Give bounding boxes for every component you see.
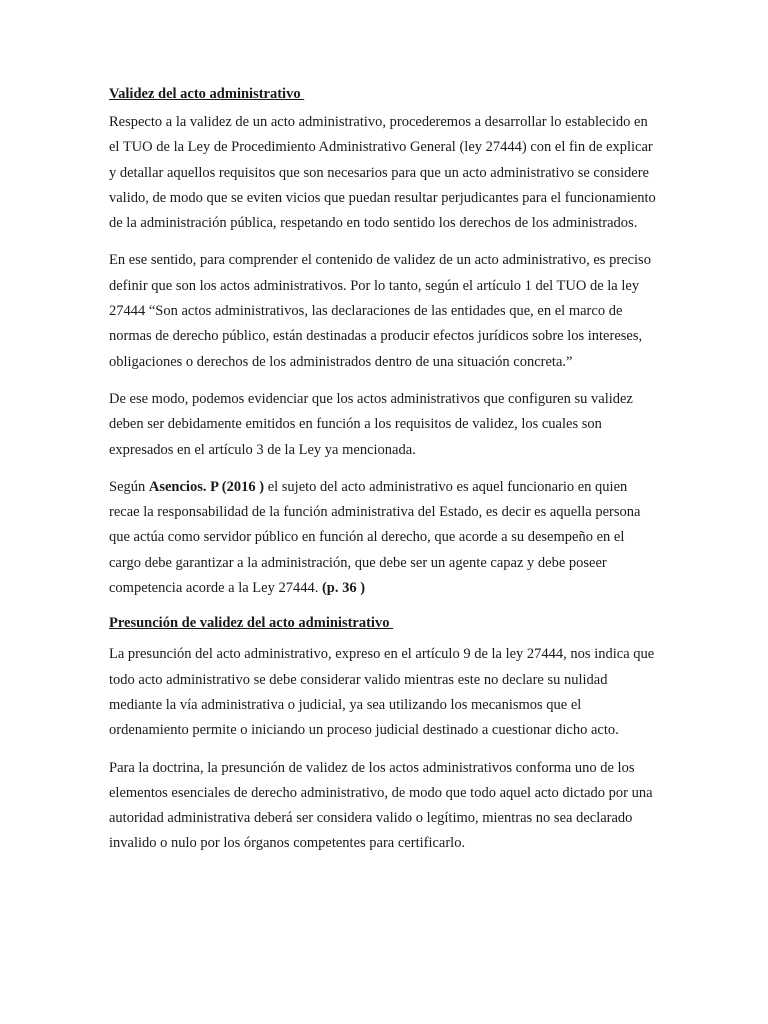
section-heading-validez: Validez del acto administrativo xyxy=(109,86,305,102)
paragraph-3: De ese modo, podemos evidenciar que los actos administrativos que configuren su validez deben ser debidamente emitidos en función a los requisitos de validez, los cuales son expresados en el artículo 3 de la Ley ya mencionada. xyxy=(109,390,633,458)
paragraph-2: En ese sentido, para comprender el contenido de validez de un acto administrativo, es preciso definir que son los actos administrativos. Por lo tanto, según el artículo 1 del TUO de la ley 27444 “Son actos administrativos, las declaraciones de las entidades que, en el marco de normas de derecho público, están destinadas a producir efectos jurídicos sobre los intereses, obligaciones o derechos de los administrados dentro de una situación concreta.” xyxy=(109,252,651,370)
document-page xyxy=(109,84,657,869)
section-heading-presuncion: Presunción de validez del acto administrativo xyxy=(109,615,394,632)
paragraph-6: Para la doctrina, la presunción de validez de los actos administrativos conforma uno de los elementos esenciales de derecho administrativo, de modo que todo aquel acto dictado por una autoridad administrativa deberá ser considera valido o legítimo, mientras no sea declarado invalido o nulo por los órganos competentes para certificarlo. xyxy=(109,759,653,852)
paragraph-4-prefix: Según xyxy=(109,478,149,495)
paragraph-1: Respecto a la validez de un acto administrativo, procederemos a desarrollar lo establecido en el TUO de la Ley de Procedimiento Administrativo General (ley 27444) con el fin de explicar y detallar aquellos requisitos que son necesarios para que un acto administrativo se considere valido, de modo que se eviten vicios que puedan resultar perjudicantes para el funcionamiento de la administración pública, respetando en todo sentido los derechos de los administrados. xyxy=(109,114,656,232)
paragraph-5: La presunción del acto administrativo, expreso en el artículo 9 de la ley 27444, nos indica que todo acto administrativo se debe considerar valido mientras este no declare su nulidad mediante la vía administrativa o judicial, ya sea utilizando los mecanismos que el ordenamiento permite o iniciando un proceso judicial destinado a cuestionar dicho acto. xyxy=(109,646,655,739)
citation-page: (p. 36 ) xyxy=(321,580,366,597)
citation-author: Asencios. P (2016 ) xyxy=(148,478,265,495)
paragraph-4 xyxy=(109,475,657,601)
paragraph-4-body: el sujeto del acto administrativo es aquel funcionario en quien recae la responsabilidad de la función administrativa del Estado, es decir es aquella persona que actúa como servidor público en función al derecho, que acorde a su desempeño en el cargo debe garantizar a la administración, que debe ser un agente capaz y debe poseer competencia acorde a la Ley 27444. xyxy=(109,478,641,597)
